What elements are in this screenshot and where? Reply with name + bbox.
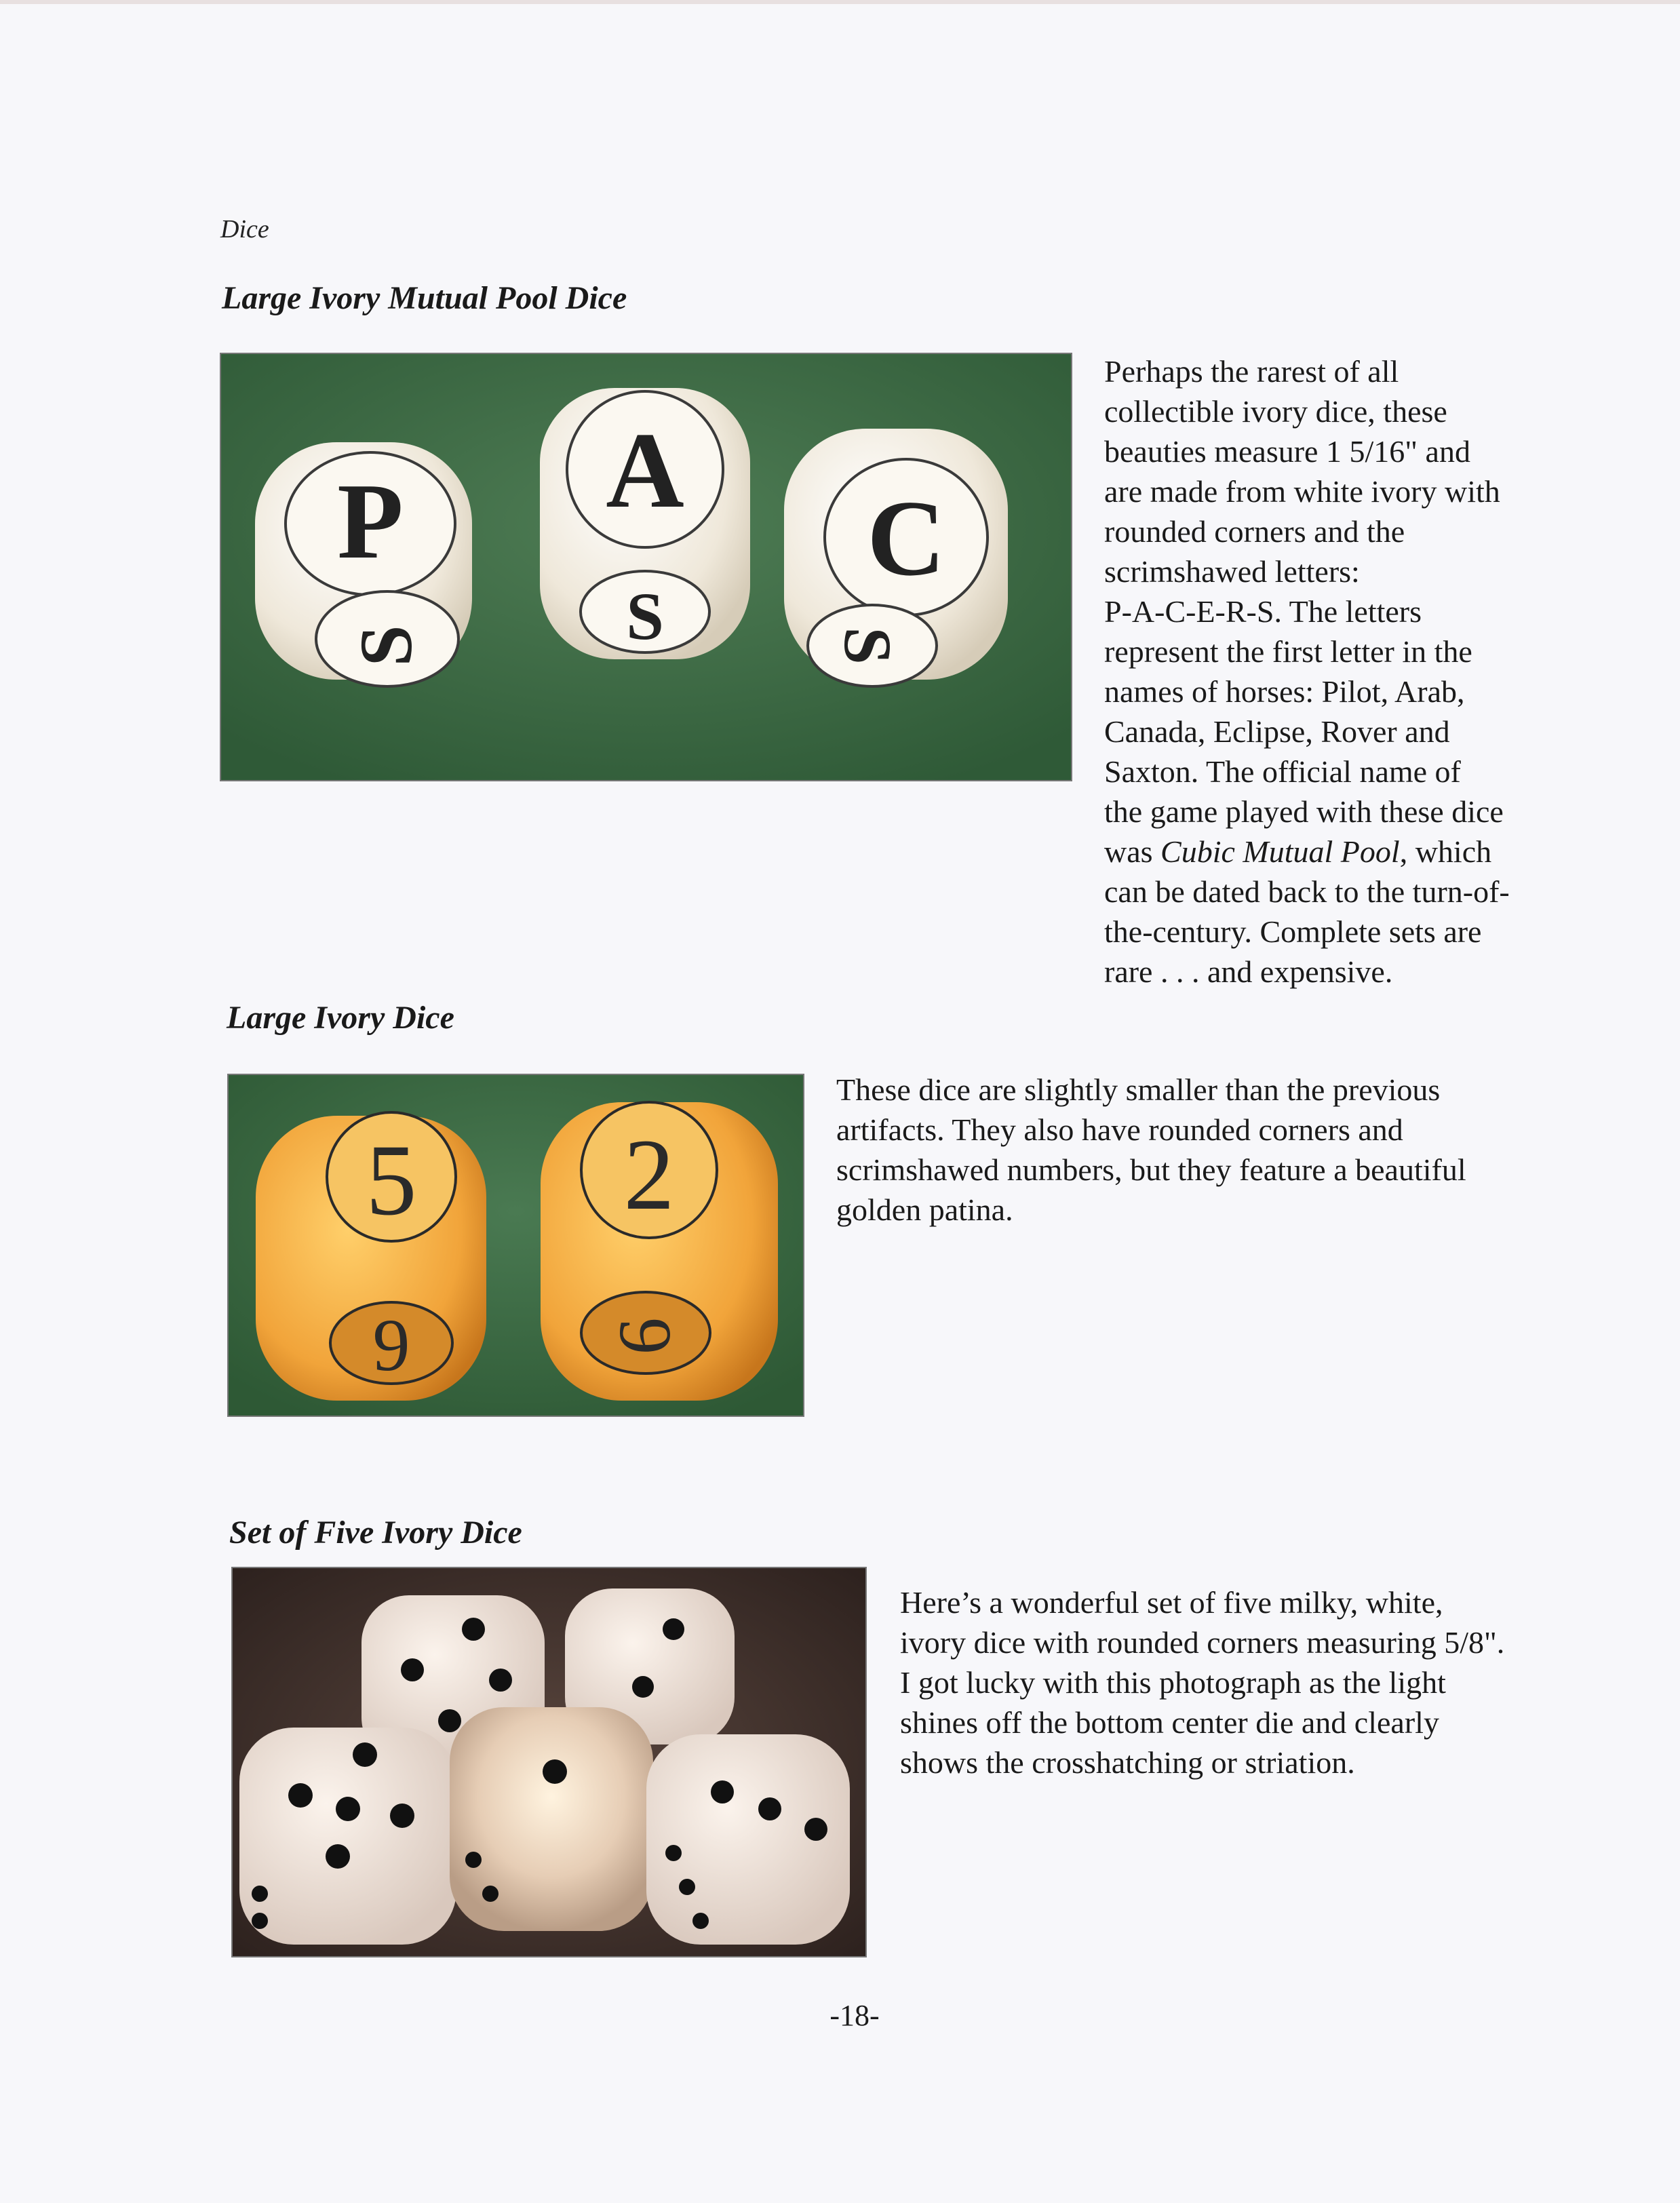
page-number: -18- bbox=[829, 1999, 880, 2032]
section-title-five-ivory-dice: Set of Five Ivory Dice bbox=[229, 1515, 522, 1551]
text-line: the-century. Complete sets are bbox=[1104, 914, 1482, 949]
text-line: ivory dice with rounded corners measuring 5/8". bbox=[900, 1625, 1505, 1660]
text-line: collectible ivory dice, these bbox=[1104, 394, 1447, 429]
text-line: beauties measure 1 5/16" and bbox=[1104, 434, 1470, 469]
die-bottom-right bbox=[646, 1734, 850, 1945]
text-line: Saxton. The official name of bbox=[1104, 754, 1461, 789]
section-title-large-ivory-dice: Large Ivory Dice bbox=[227, 1000, 454, 1036]
die-a bbox=[540, 388, 750, 659]
text-line bbox=[1104, 832, 1633, 872]
die-number-9: 9 bbox=[372, 1304, 410, 1386]
die-bottom-left bbox=[239, 1728, 456, 1945]
die-letter-s-3: S bbox=[830, 627, 905, 665]
die-p bbox=[255, 442, 472, 686]
running-head: Dice bbox=[220, 215, 269, 243]
text-line: scrimshawed letters: bbox=[1104, 554, 1360, 589]
section-2-text bbox=[836, 1070, 1616, 1230]
text-line: I got lucky with this photograph as the light bbox=[900, 1665, 1446, 1700]
text-line: Canada, Eclipse, Rover and bbox=[1104, 714, 1450, 749]
text-line: names of horses: Pilot, Arab, bbox=[1104, 674, 1465, 709]
die-bottom-center bbox=[450, 1707, 653, 1931]
text-line: are made from white ivory with bbox=[1104, 474, 1500, 509]
five-dice-illustration bbox=[233, 1568, 865, 1956]
section-title-mutual-pool-dice: Large Ivory Mutual Pool Dice bbox=[222, 280, 627, 316]
section-1-text bbox=[1104, 351, 1633, 992]
die-letter-a: A bbox=[606, 410, 684, 530]
text-line: can be dated back to the turn-of- bbox=[1104, 874, 1510, 909]
text-line: shows the crosshatching or striation. bbox=[900, 1745, 1355, 1780]
text-line: rare . . . and expensive. bbox=[1104, 954, 1393, 989]
text-line: the game played with these dice bbox=[1104, 794, 1504, 829]
five-dice-photo bbox=[233, 1568, 865, 1956]
golden-dice-illustration bbox=[229, 1075, 803, 1416]
text-line: Perhaps the rarest of all bbox=[1104, 354, 1399, 389]
text-line: represent the first letter in the bbox=[1104, 634, 1472, 669]
golden-die-right bbox=[541, 1102, 778, 1401]
text-line: Here’s a wonderful set of five milky, white, bbox=[900, 1585, 1443, 1620]
section-3-text bbox=[900, 1582, 1646, 1782]
die-number-5: 5 bbox=[366, 1124, 417, 1236]
golden-dice-photo bbox=[229, 1075, 803, 1416]
pool-dice-photo bbox=[221, 354, 1071, 780]
die-number-2: 2 bbox=[623, 1118, 675, 1231]
text-line: rounded corners and the bbox=[1104, 514, 1405, 549]
text-line: scrimshawed numbers, but they feature a beautiful bbox=[836, 1152, 1466, 1187]
text-line: shines off the bottom center die and clearly bbox=[900, 1705, 1439, 1740]
die-c bbox=[784, 429, 1008, 686]
game-name: Cubic Mutual Pool bbox=[1160, 834, 1400, 869]
text-line: These dice are slightly smaller than the previous bbox=[836, 1072, 1441, 1107]
pool-dice-illustration bbox=[221, 354, 1071, 780]
die-letter-s-2: S bbox=[626, 579, 664, 654]
golden-die-left bbox=[256, 1112, 486, 1401]
die-letter-p: P bbox=[337, 461, 404, 581]
page-top-edge bbox=[0, 0, 1680, 4]
text-line: P-A-C-E-R-S. The letters bbox=[1104, 594, 1422, 629]
die-letter-s-1: S bbox=[345, 625, 427, 667]
text-line: golden patina. bbox=[836, 1192, 1013, 1227]
text-run: was bbox=[1104, 834, 1161, 869]
text-line: artifacts. They also have rounded corners and bbox=[836, 1112, 1403, 1147]
text-run: , which bbox=[1399, 834, 1492, 869]
die-number-6: 6 bbox=[603, 1317, 686, 1355]
die-letter-c: C bbox=[867, 477, 945, 598]
